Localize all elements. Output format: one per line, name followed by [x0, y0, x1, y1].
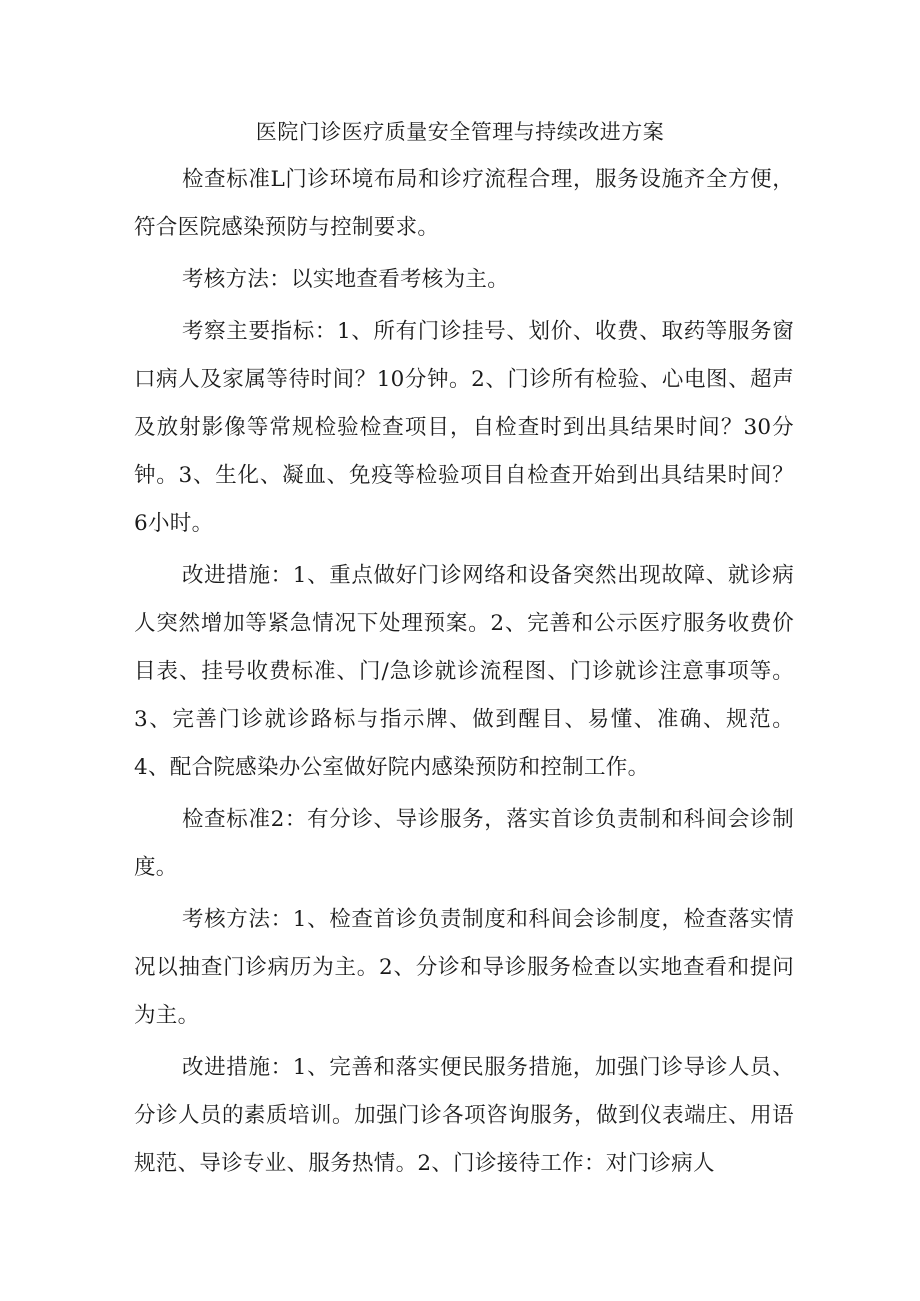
paragraph-inspection-standard-1: 检查标准L门诊环境布局和诊疗流程合理，服务设施齐全方便，符合医院感染预防与控制要求。	[134, 167, 794, 240]
document-body	[134, 156, 794, 1192]
document-title: 医院门诊医疗质量安全管理与持续改进方案	[255, 120, 665, 144]
paragraph-assessment-method-1: 考核方法：以实地查看考核为主。	[182, 267, 510, 292]
paragraph-inspection-standard-2: 检查标准2：有分诊、导诊服务，落实首诊负责制和科间会诊制度。	[134, 807, 794, 880]
paragraph-improvement-measures-2: 改进措施：1、完善和落实便民服务措施，加强门诊导诊人员、分诊人员的素质培训。加强门诊各项咨询服务，做到仪表端庄、用语规范、导诊专业、服务热情。2、门诊接待工作：对门诊病人	[134, 1055, 794, 1176]
paragraph-improvement-measures-1: 改进措施：1、重点做好门诊网络和设备突然出现故障、就诊病人突然增加等紧急情况下处理预案。2、完善和公示医疗服务收费价目表、挂号收费标准、门/急诊就诊流程图、门诊就诊注意事项等。3、完善门诊就诊路标与指示牌、做到醒目、易懂、准确、规范。4、配合院感染办公室做好院内感染预防和控制工作。	[134, 563, 794, 780]
paragraph-assessment-method-2: 考核方法：1、检查首诊负责制度和科间会诊制度，检查落实情况以抽查门诊病历为主。2、分诊和导诊服务检查以实地查看和提问为主。	[134, 907, 794, 1028]
paragraph-main-indicators: 考察主要指标：1、所有门诊挂号、划价、收费、取药等服务窗口病人及家属等待时间？10分钟。2、门诊所有检验、心电图、超声及放射影像等常规检验检查项目，自检查时到出具结果时间？30分钟。3、生化、凝血、免疫等检验项目自检查开始到出具结果时间？6小时。	[134, 319, 794, 536]
